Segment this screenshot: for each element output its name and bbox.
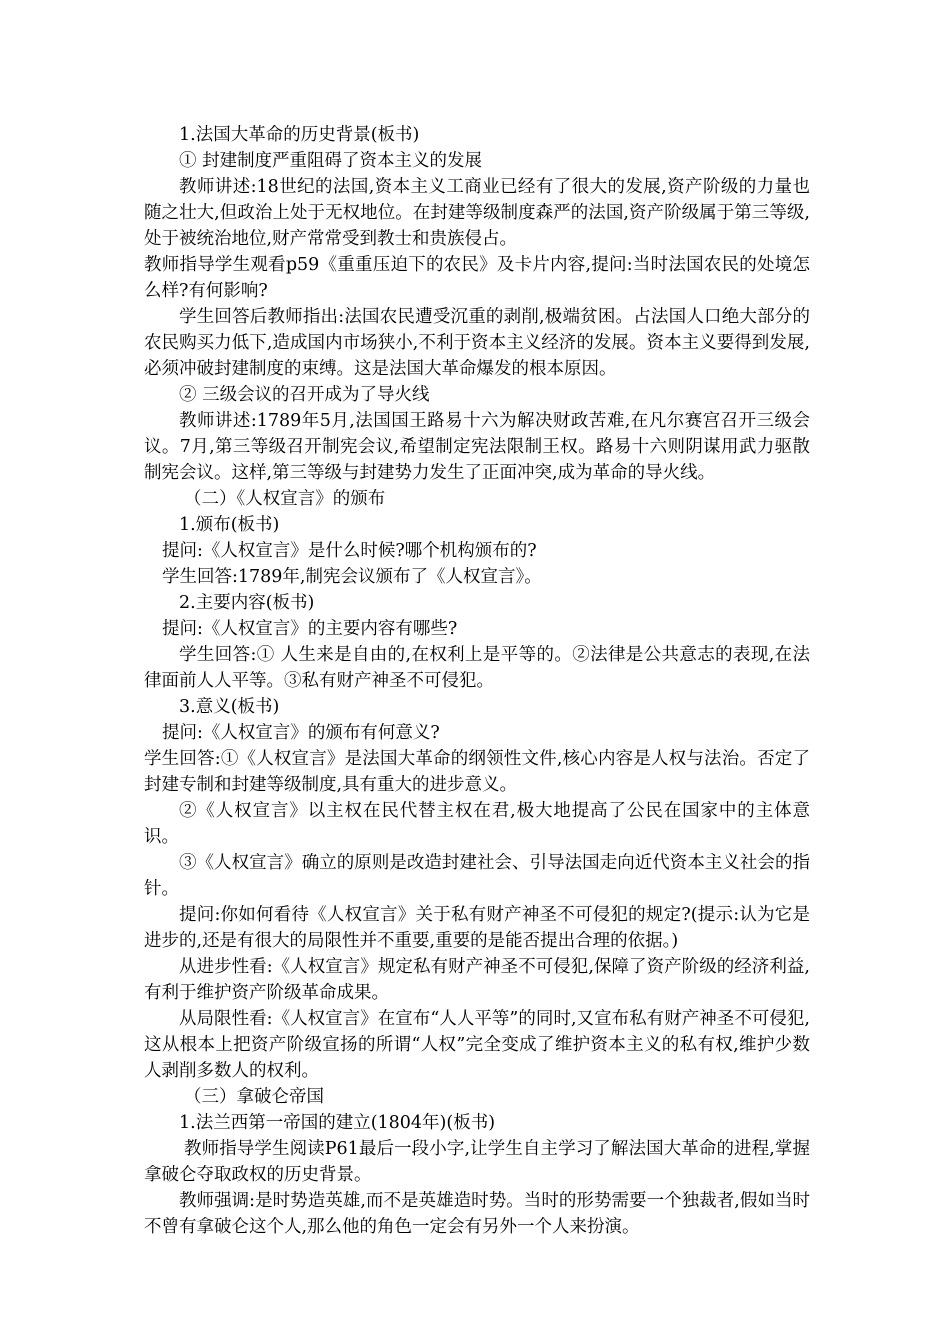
paragraph: 教师指导学生阅读P61最后一段小字,让学生自主学习了解法国大革命的进程,掌握拿破仑夺取政权的历史背景。	[144, 1139, 810, 1185]
section-heading: 1.法国大革命的历史背景(板书)	[179, 125, 420, 145]
subheading: ① 封建制度严重阻碍了资本主义的发展	[179, 151, 483, 171]
subheading: ② 三级会议的召开成为了导火线	[179, 385, 430, 405]
subheading: 3.意义(板书)	[179, 697, 280, 717]
paragraph: 教师强调:是时势造英雄,而不是英雄造时势。当时的形势需要一个独裁者,假如当时不曾有拿破仑这个人,那么他的角色一定会有另外一个人来扮演。	[144, 1191, 810, 1237]
question: 提问:《人权宣言》的颁布有何意义?	[162, 723, 440, 743]
paragraph: 从进步性看:《人权宣言》规定私有财产神圣不可侵犯,保障了资产阶级的经济利益,有利于维护资产阶级革命成果。	[144, 957, 810, 1003]
paragraph: 教师指导学生观看p59《重重压迫下的农民》及卡片内容,提问:当时法国农民的处境怎么样?有何影响?	[144, 255, 810, 301]
answer: 学生回答:① 人生来是自由的,在权利上是平等的。②法律是公共意志的表现,在法律面前人人平等。③私有财产神圣不可侵犯。	[144, 645, 810, 691]
subheading: 1.颁布(板书)	[179, 515, 280, 535]
answer: 学生回答:①《人权宣言》是法国大革命的纲领性文件,核心内容是人权与法治。否定了封建专制和封建等级制度,具有重大的进步意义。	[144, 749, 810, 795]
paragraph: 从局限性看:《人权宣言》在宣布“人人平等”的同时,又宣布私有财产神圣不可侵犯,这从根本上把资产阶级宣扬的所谓“人权”完全变成了维护资本主义的私有权,维护少数人剥削多数人的权利。	[144, 1009, 810, 1081]
question: 提问:《人权宣言》是什么时候?哪个机构颁布的?	[162, 541, 537, 561]
paragraph: 教师讲述:1789年5月,法国国王路易十六为解决财政苦难,在凡尔赛宫召开三级会议。7月,第三等级召开制宪会议,希望制定宪法限制王权。路易十六则阴谋用武力驱散制宪会议。这样,第三等级与封建势力发生了正面冲突,成为革命的导火线。	[144, 411, 810, 483]
paragraph: ②《人权宣言》以主权在民代替主权在君,极大地提高了公民在国家中的主体意识。	[144, 801, 810, 847]
section-heading: （三）拿破仑帝国	[184, 1087, 324, 1107]
section-heading: （二）《人权宣言》的颁布	[184, 489, 386, 509]
paragraph: 教师讲述:18世纪的法国,资本主义工商业已经有了很大的发展,资产阶级的力量也随之壮大,但政治上处于无权地位。在封建等级制度森严的法国,资产阶级属于第三等级,处于被统治地位,财产常常受到教士和贵族侵占。	[144, 177, 810, 249]
question: 提问:《人权宣言》的主要内容有哪些?	[162, 619, 458, 639]
subheading: 1.法兰西第一帝国的建立(1804年)(板书)	[179, 1113, 496, 1133]
answer: 学生回答:1789年,制宪会议颁布了《人权宣言》。	[162, 567, 542, 587]
document-body	[144, 122, 810, 1240]
paragraph: ③《人权宣言》确立的原则是改造封建社会、引导法国走向近代资本主义社会的指针。	[144, 853, 810, 899]
question: 提问:你如何看待《人权宣言》关于私有财产神圣不可侵犯的规定?(提示:认为它是进步的,还是有很大的局限性并不重要,重要的是能否提出合理的依据。)	[144, 905, 810, 951]
subheading: 2.主要内容(板书)	[179, 593, 315, 613]
paragraph: 学生回答后教师指出:法国农民遭受沉重的剥削,极端贫困。占法国人口绝大部分的农民购买力低下,造成国内市场狭小,不利于资本主义经济的发展。资本主义要得到发展,必须冲破封建制度的束缚。这是法国大革命爆发的根本原因。	[144, 307, 810, 379]
